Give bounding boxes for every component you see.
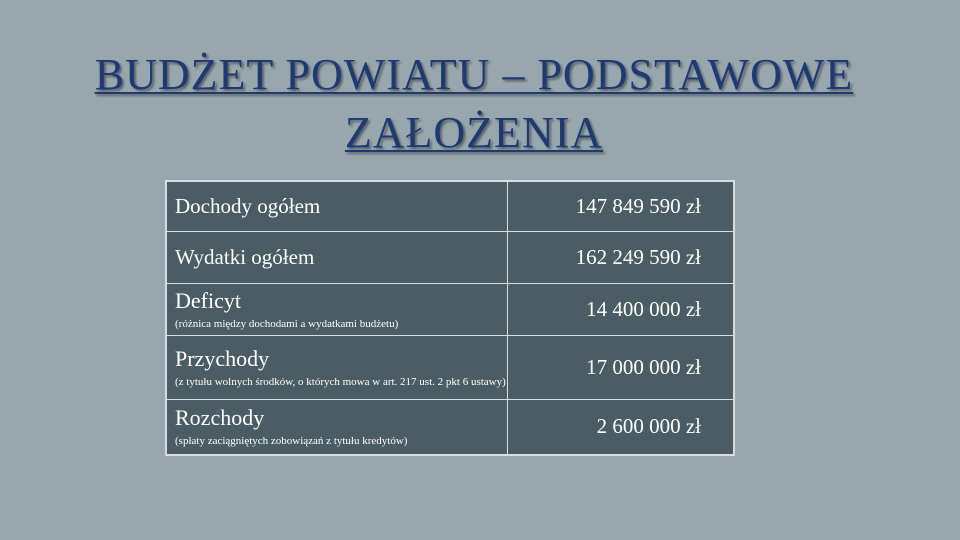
label-cell xyxy=(166,283,508,335)
row-label: Rozchody xyxy=(175,405,265,431)
value-cell: 162 249 590 zł xyxy=(508,231,734,283)
row-label: Wydatki ogółem xyxy=(175,244,315,269)
row-note: (z tytułu wolnych środków, o których mowa w art. 217 ust. 2 pkt 6 ustawy) xyxy=(175,375,506,388)
value-cell: 147 849 590 zł xyxy=(508,181,734,231)
label-cell xyxy=(166,231,508,283)
row-label: Dochody ogółem xyxy=(175,193,321,218)
row-note: (spłaty zaciągniętych zobowiązań z tytułu kredytów) xyxy=(175,435,408,448)
table-row xyxy=(166,335,734,399)
table-row xyxy=(166,283,734,335)
slide-title xyxy=(0,46,948,162)
row-note: (różnica między dochodami a wydatkami budżetu) xyxy=(175,317,399,330)
row-label: Deficyt xyxy=(175,287,241,313)
value-cell: 17 000 000 zł xyxy=(508,335,734,399)
budget-table xyxy=(165,180,735,456)
label-cell xyxy=(166,335,508,399)
label-cell xyxy=(166,181,508,231)
value-cell: 2 600 000 zł xyxy=(508,399,734,455)
table-row xyxy=(166,399,734,455)
row-label: Przychody xyxy=(175,345,270,371)
value-cell: 14 400 000 zł xyxy=(508,283,734,335)
table-row xyxy=(166,181,734,231)
table-row xyxy=(166,231,734,283)
slide-title-line1: BUDŻET POWIATU – PODSTAWOWE xyxy=(94,50,854,99)
slide-title-line2: ZAŁOŻENIA xyxy=(344,108,604,157)
label-cell xyxy=(166,399,508,455)
